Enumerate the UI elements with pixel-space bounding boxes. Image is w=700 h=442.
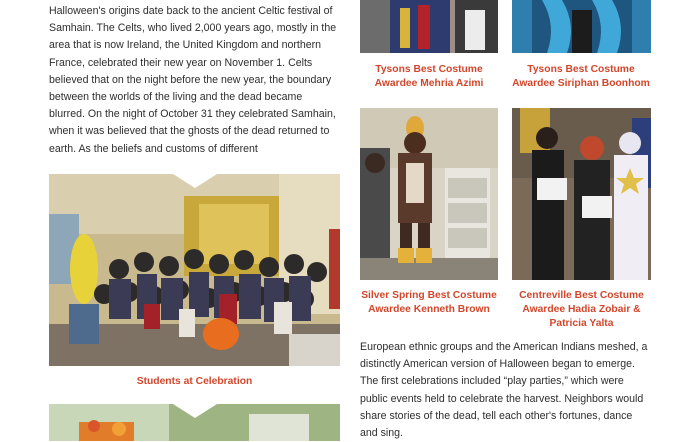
article-paragraph-2: European ethnic groups and the American Indians meshed, a distinctly American version of Halloween began to emerge. The first celebrations included “play parties,” which were public events held to celebrate the harvest. Neighbors would share stories of the dead, tell each other's fortunes, dance and sing. [360, 341, 648, 440]
tysons-awardee-2-photo [512, 0, 651, 53]
silver-spring-awardee-photo [360, 108, 498, 280]
photo-notch [173, 174, 217, 188]
article-paragraph-1: Halloween's origins date back to the ancient Celtic festival of Samhain. The Celts, who lived 2,000 years ago, mostly in the area that is now Ireland, the United Kingdom and northern France, celebrated their new year on November 1. Celts believed that on the night before the new year, the boundary between the worlds of the living and the dead became blurred. On the night of October 31 they celebrated Samhain, when it was believed that the ghosts of the dead returned to earth. As the beliefs and customs of different [49, 5, 337, 155]
caption-tysons-mehria-azimi: Tysons Best Costume Awardee Mehria Azimi [374, 64, 484, 89]
centreville-awardees-photo [512, 108, 651, 280]
second-left-photo [49, 404, 340, 441]
caption-silver-spring-kenneth-brown: Silver Spring Best Costume Awardee Kenneth Brown [361, 290, 497, 315]
photo-notch [173, 404, 217, 418]
tysons-awardee-1-photo [360, 0, 498, 53]
caption-students-at-celebration: Students at Celebration [136, 376, 253, 387]
students-celebration-photo [49, 174, 340, 366]
caption-centreville-zobair-yalta: Centreville Best Costume Awardee Hadia Zobair & Patricia Yalta [519, 290, 644, 329]
caption-tysons-siriphan-boonhom: Tysons Best Costume Awardee Siriphan Boonhom [512, 64, 650, 89]
